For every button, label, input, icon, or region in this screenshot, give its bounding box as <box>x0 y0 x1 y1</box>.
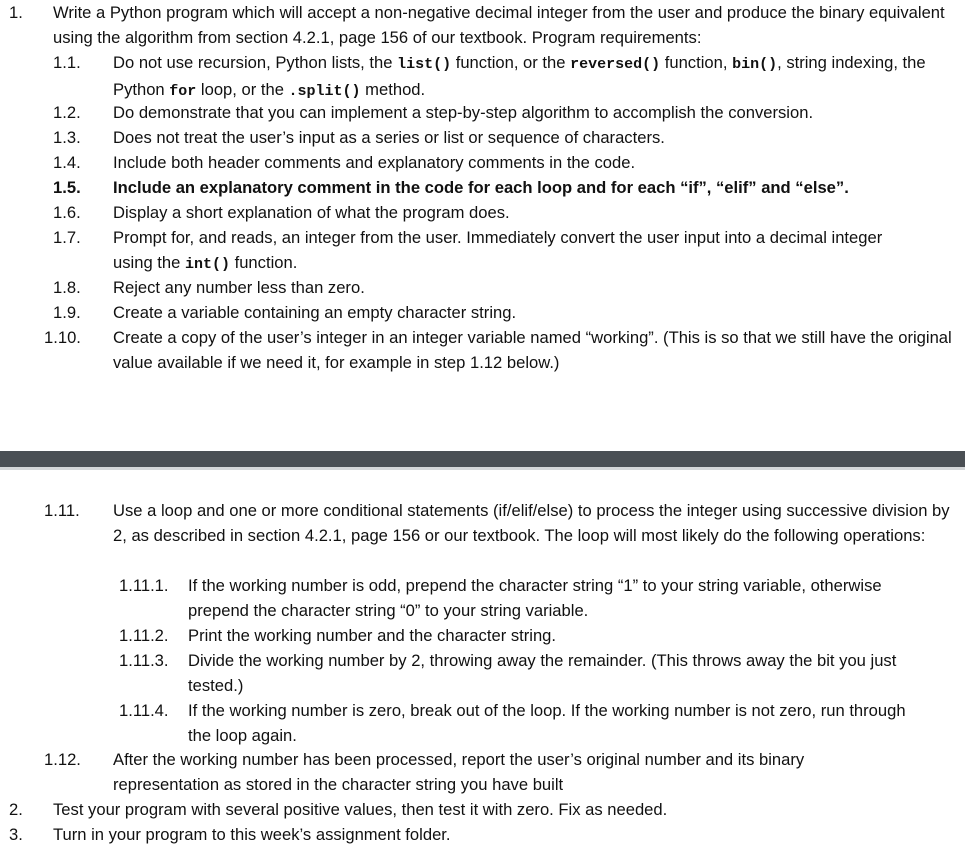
item-number: 1.5. <box>53 178 81 197</box>
code-list: list() <box>397 56 452 73</box>
item-number: 3. <box>9 825 23 844</box>
item-text: Turn in your program to this week’s assignment folder. <box>53 825 451 844</box>
item-text: Include an explanatory comment in the code for each loop and for each “if”, “elif” and “else”. <box>113 178 849 197</box>
item-number: 1.11.3. <box>119 651 169 670</box>
item-text <box>113 225 913 277</box>
text-run: Prompt for, and reads, an integer from the user. Immediately convert the user input into a decimal integer using the <box>113 228 883 272</box>
text-run: function. <box>229 253 298 272</box>
item-text: Do demonstrate that you can implement a step-by-step algorithm to accomplish the conversion. <box>113 103 814 122</box>
item-text: Use a loop and one or more conditional statements (if/elif/else) to process the integer using successive division by 2, as described in section 4.2.1, page 156 or our textbook. The loop will most likely do the following operations: <box>113 501 950 545</box>
code-bin: bin() <box>732 56 778 73</box>
item-number: 1.11.1. <box>119 576 169 595</box>
item-number: 1.11. <box>44 501 80 520</box>
code-int: int() <box>184 256 230 273</box>
item-number: 1.12. <box>44 750 81 769</box>
item-text: After the working number has been processed, report the user’s original number and its binary representation as stored in the character string you have built <box>113 750 805 794</box>
item-number: 1. <box>9 3 23 22</box>
item-text <box>113 50 958 104</box>
code-split: .split() <box>288 83 361 100</box>
item-text: Include both header comments and explanatory comments in the code. <box>113 153 636 172</box>
text-run: method. <box>360 80 426 99</box>
page-divider <box>0 451 965 467</box>
item-text: Write a Python program which will accept a non-negative decimal integer from the user and produce the binary equivalent using the algorithm from section 4.2.1, page 156 of our textbook. Program requirements: <box>53 3 945 47</box>
item-text: Reject any number less than zero. <box>113 278 365 297</box>
item-text: If the working number is zero, break out of the loop. If the working number is not zero, run through the loop again. <box>188 701 906 745</box>
item-number: 1.3. <box>53 128 81 147</box>
code-for: for <box>169 83 197 100</box>
item-number: 1.6. <box>53 203 81 222</box>
text-run: , string indexing, the Python <box>113 53 926 99</box>
item-number: 1.4. <box>53 153 81 172</box>
item-number: 1.11.4. <box>119 701 169 720</box>
text-run: Do not use recursion, Python lists, the <box>113 53 398 72</box>
text-run: function, or the <box>451 53 571 72</box>
item-number: 2. <box>9 800 23 819</box>
page-divider-shadow <box>0 467 965 470</box>
item-number: 1.1. <box>53 53 81 72</box>
item-text: Create a variable containing an empty character string. <box>113 303 517 322</box>
item-text: If the working number is odd, prepend the character string “1” to your string variable, otherwise prepend the character string “0” to your string variable. <box>188 576 882 620</box>
item-text: Create a copy of the user’s integer in an integer variable named “working”. (This is so that we still have the original value available if we need it, for example in step 1.12 below.) <box>113 328 952 372</box>
item-text: Display a short explanation of what the program does. <box>113 203 510 222</box>
item-text: Does not treat the user’s input as a series or list or sequence of characters. <box>113 128 665 147</box>
text-run: loop, or the <box>196 80 289 99</box>
text-run: function, <box>660 53 733 72</box>
item-text: Test your program with several positive values, then test it with zero. Fix as needed. <box>53 800 668 819</box>
item-number: 1.10. <box>44 328 81 347</box>
item-number: 1.2. <box>53 103 81 122</box>
item-number: 1.7. <box>53 228 81 247</box>
code-reversed: reversed() <box>570 56 661 73</box>
item-number: 1.8. <box>53 278 81 297</box>
item-number: 1.9. <box>53 303 81 322</box>
item-text: Divide the working number by 2, throwing away the remainder. (This throws away the bit you just tested.) <box>188 651 897 695</box>
item-text: Print the working number and the character string. <box>188 626 557 645</box>
item-number: 1.11.2. <box>119 626 169 645</box>
